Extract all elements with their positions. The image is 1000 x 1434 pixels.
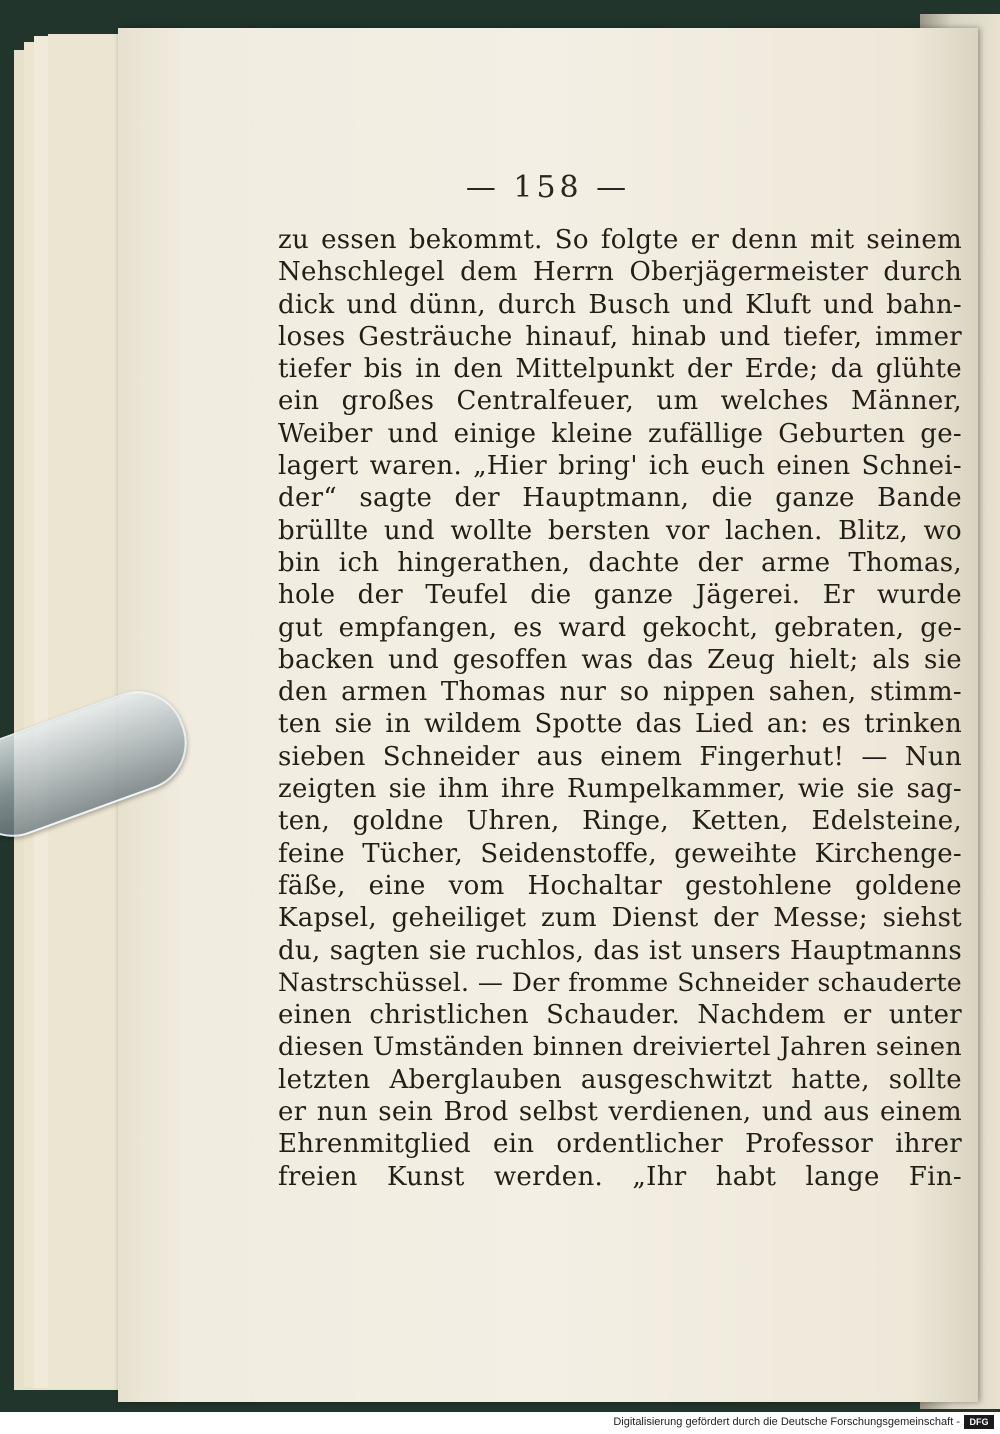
text-line: der“ sagte der Hauptmann, die ganze Bande	[278, 483, 962, 514]
dfg-logo: DFG	[964, 1415, 994, 1429]
text-line: gut empfangen, es ward gekocht, gebraten, ge-	[278, 612, 962, 643]
text-line: Nastrschüssel. — Der fromme Schneider schauderte	[278, 967, 962, 997]
text-line: backen und gesoffen was das Zeug hielt; als sie	[278, 644, 962, 675]
page-text	[278, 224, 962, 1193]
text-line: Kapsel, geheiliget zum Dienst der Messe; siehst	[278, 903, 962, 934]
text-line: tiefer bis in den Mittelpunkt der Erde; da glühte	[278, 354, 962, 385]
footer-bar	[0, 1412, 1000, 1434]
text-line: letzten Aberglauben ausgeschwitzt hatte, sollte	[278, 1064, 962, 1095]
text-line: einen christlichen Schauder. Nachdem er unter	[278, 1000, 962, 1031]
funding-credit: Digitalisierung gefördert durch die Deutsche Forschungsgemeinschaft -	[613, 1416, 960, 1428]
book-page	[118, 28, 978, 1402]
text-line: loses Gesträuche hinauf, hinab und tiefer, immer	[278, 321, 962, 352]
page-number: — 158 —	[465, 170, 631, 205]
text-line: feine Tücher, Seidenstoffe, geweihte Kirchenge-	[278, 838, 962, 869]
text-line: Nehschlegel dem Herrn Oberjägermeister durch	[278, 257, 962, 288]
text-line: ten sie in wildem Spotte das Lied an: es trinken	[278, 709, 962, 740]
text-line: dick und dünn, durch Busch und Kluft und bahn-	[278, 289, 962, 320]
text-line: du, sagten sie ruchlos, das ist unsers Hauptmanns	[278, 935, 962, 966]
text-line: bin ich hingerathen, dachte der arme Thomas,	[278, 547, 962, 578]
text-line: er nun sein Brod selbst verdienen, und aus einem	[278, 1097, 962, 1128]
text-line: den armen Thomas nur so nippen sahen, stimm-	[278, 677, 962, 708]
text-line: zeigten sie ihm ihre Rumpelkammer, wie sie sag-	[278, 774, 962, 805]
text-line: freien Kunst werden. „Ihr habt lange Fin-	[278, 1161, 962, 1192]
text-line: ein großes Centralfeuer, um welches Männer,	[278, 386, 962, 417]
text-line: sieben Schneider aus einem Fingerhut! — Nun	[278, 741, 962, 772]
text-line: lagert waren. „Hier bring' ich euch einen Schnei-	[278, 451, 962, 482]
text-line: brüllte und wollte bersten vor lachen. Blitz, wo	[278, 515, 962, 546]
text-line: fäße, eine vom Hochaltar gestohlene goldene	[278, 870, 962, 901]
text-line: zu essen bekommt. So folgte er denn mit seinem	[278, 225, 962, 255]
text-line: diesen Umständen binnen dreiviertel Jahren seinen	[278, 1032, 962, 1063]
text-line: Ehrenmitglied ein ordentlicher Professor ihrer	[278, 1129, 962, 1160]
text-line: ten, goldne Uhren, Ringe, Ketten, Edelsteine,	[278, 806, 962, 837]
text-line: Weiber und einige kleine zufällige Geburten ge-	[278, 418, 962, 449]
text-line: hole der Teufel die ganze Jägerei. Er wurde	[278, 580, 962, 611]
